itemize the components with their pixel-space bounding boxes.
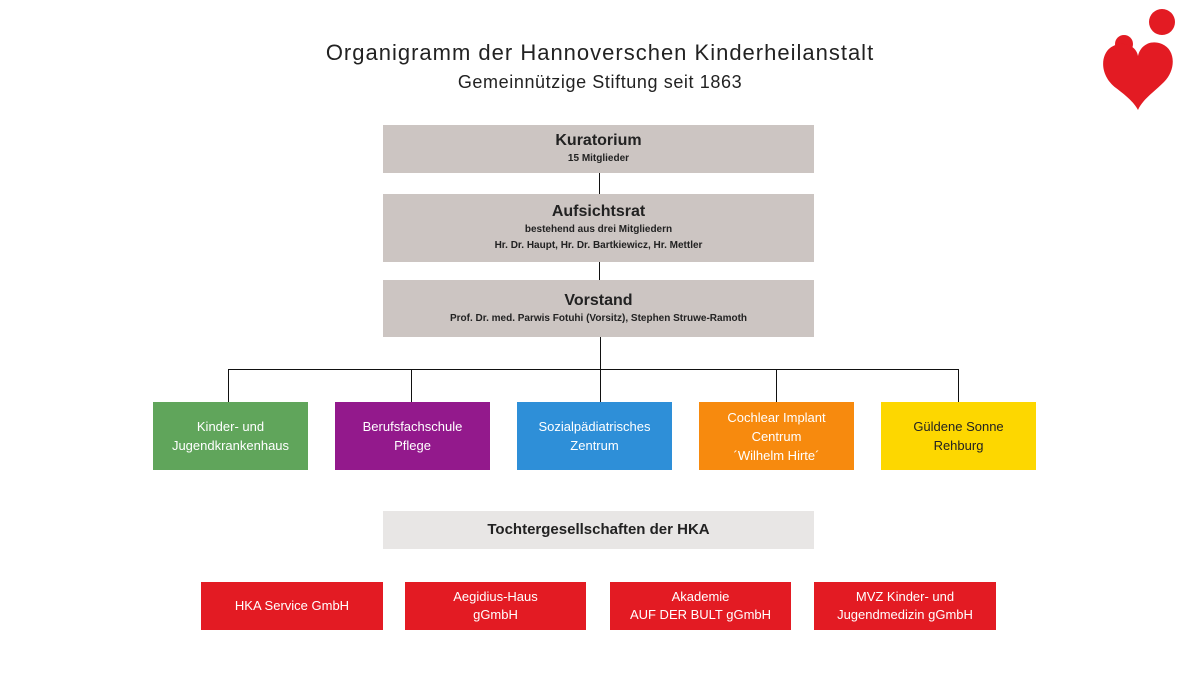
- connector-aufsichtsrat-vorstand: [599, 262, 600, 280]
- department-label-line: Rehburg: [933, 438, 984, 453]
- department-label-line: Zentrum: [570, 438, 619, 453]
- connector-kuratorium-aufsichtsrat: [599, 173, 600, 194]
- kuratorium-box: [383, 125, 814, 173]
- daughter-hka-service-gmbh: [201, 582, 383, 630]
- vorstand-title: Vorstand: [564, 291, 633, 309]
- department-label-line: Kinder- und: [196, 419, 265, 434]
- connector-drop-2: [411, 369, 412, 402]
- daughter-label-line: MVZ Kinder- und: [855, 589, 955, 604]
- connector-horizontal-branch: [228, 369, 959, 370]
- kuratorium-title: Kuratorium: [555, 132, 642, 149]
- connector-drop-5: [958, 369, 959, 402]
- department-label-line: Berufsfachschule: [362, 419, 463, 434]
- department-kinder-jugendkrankenhaus: [153, 402, 308, 470]
- department-cochlear-implant-centrum: [699, 402, 854, 470]
- daughter-label-line: Akademie: [671, 589, 730, 604]
- department-label-line: Cochlear Implant: [727, 409, 826, 425]
- tochtergesellschaften-heading-box: [383, 511, 814, 549]
- department-label-line: Güldene Sonne: [913, 419, 1004, 434]
- aufsichtsrat-box: [383, 194, 814, 262]
- vorstand-detail: Prof. Dr. med. Parwis Fotuhi (Vorsitz), Stephen Struwe-Ramoth: [449, 312, 748, 324]
- department-label-line: Pflege: [394, 438, 431, 453]
- daughter-label-line: AUF DER BULT gGmbH: [629, 607, 772, 622]
- heart-family-logo-icon: [1100, 8, 1176, 114]
- vorstand-box: [383, 280, 814, 337]
- aufsichtsrat-detail-2: Hr. Dr. Haupt, Hr. Dr. Bartkiewicz, Hr. Mettler: [494, 240, 703, 251]
- daughter-akademie-auf-der-bult: [610, 582, 791, 630]
- aufsichtsrat-detail-1: bestehend aus drei Mitgliedern: [524, 224, 673, 235]
- connector-drop-3: [600, 369, 601, 402]
- daughter-aegidius-haus: [405, 582, 586, 630]
- daughter-mvz-kinder-jugendmedizin: [814, 582, 996, 630]
- page-subtitle: Gemeinnützige Stiftung seit 1863: [457, 72, 743, 92]
- aufsichtsrat-title: Aufsichtsrat: [551, 203, 646, 220]
- daughter-label-line: gGmbH: [473, 607, 518, 622]
- department-label-line: Centrum: [751, 428, 802, 444]
- kuratorium-detail: 15 Mitglieder: [567, 153, 630, 164]
- connector-drop-4: [776, 369, 777, 402]
- page-title: Organigramm der Hannoverschen Kinderheilanstalt: [325, 40, 875, 65]
- department-berufsfachschule-pflege: [335, 402, 490, 470]
- department-gueldene-sonne-rehburg: [881, 402, 1036, 470]
- connector-drop-1: [228, 369, 229, 402]
- department-label-line: Sozialpädiatrisches: [538, 419, 651, 434]
- department-label-line: Jugendkrankenhaus: [171, 438, 290, 453]
- daughter-label-line: Aegidius-Haus: [453, 589, 538, 604]
- tochtergesellschaften-heading: Tochtergesellschaften der HKA: [487, 521, 710, 538]
- connector-vorstand-branch: [600, 337, 601, 370]
- daughter-label-line: HKA Service GmbH: [234, 598, 350, 613]
- daughter-label-line: Jugendmedizin gGmbH: [837, 607, 973, 622]
- department-sozialpaediatrisches-zentrum: [517, 402, 672, 470]
- department-label-line: ´Wilhelm Hirte´: [733, 447, 820, 463]
